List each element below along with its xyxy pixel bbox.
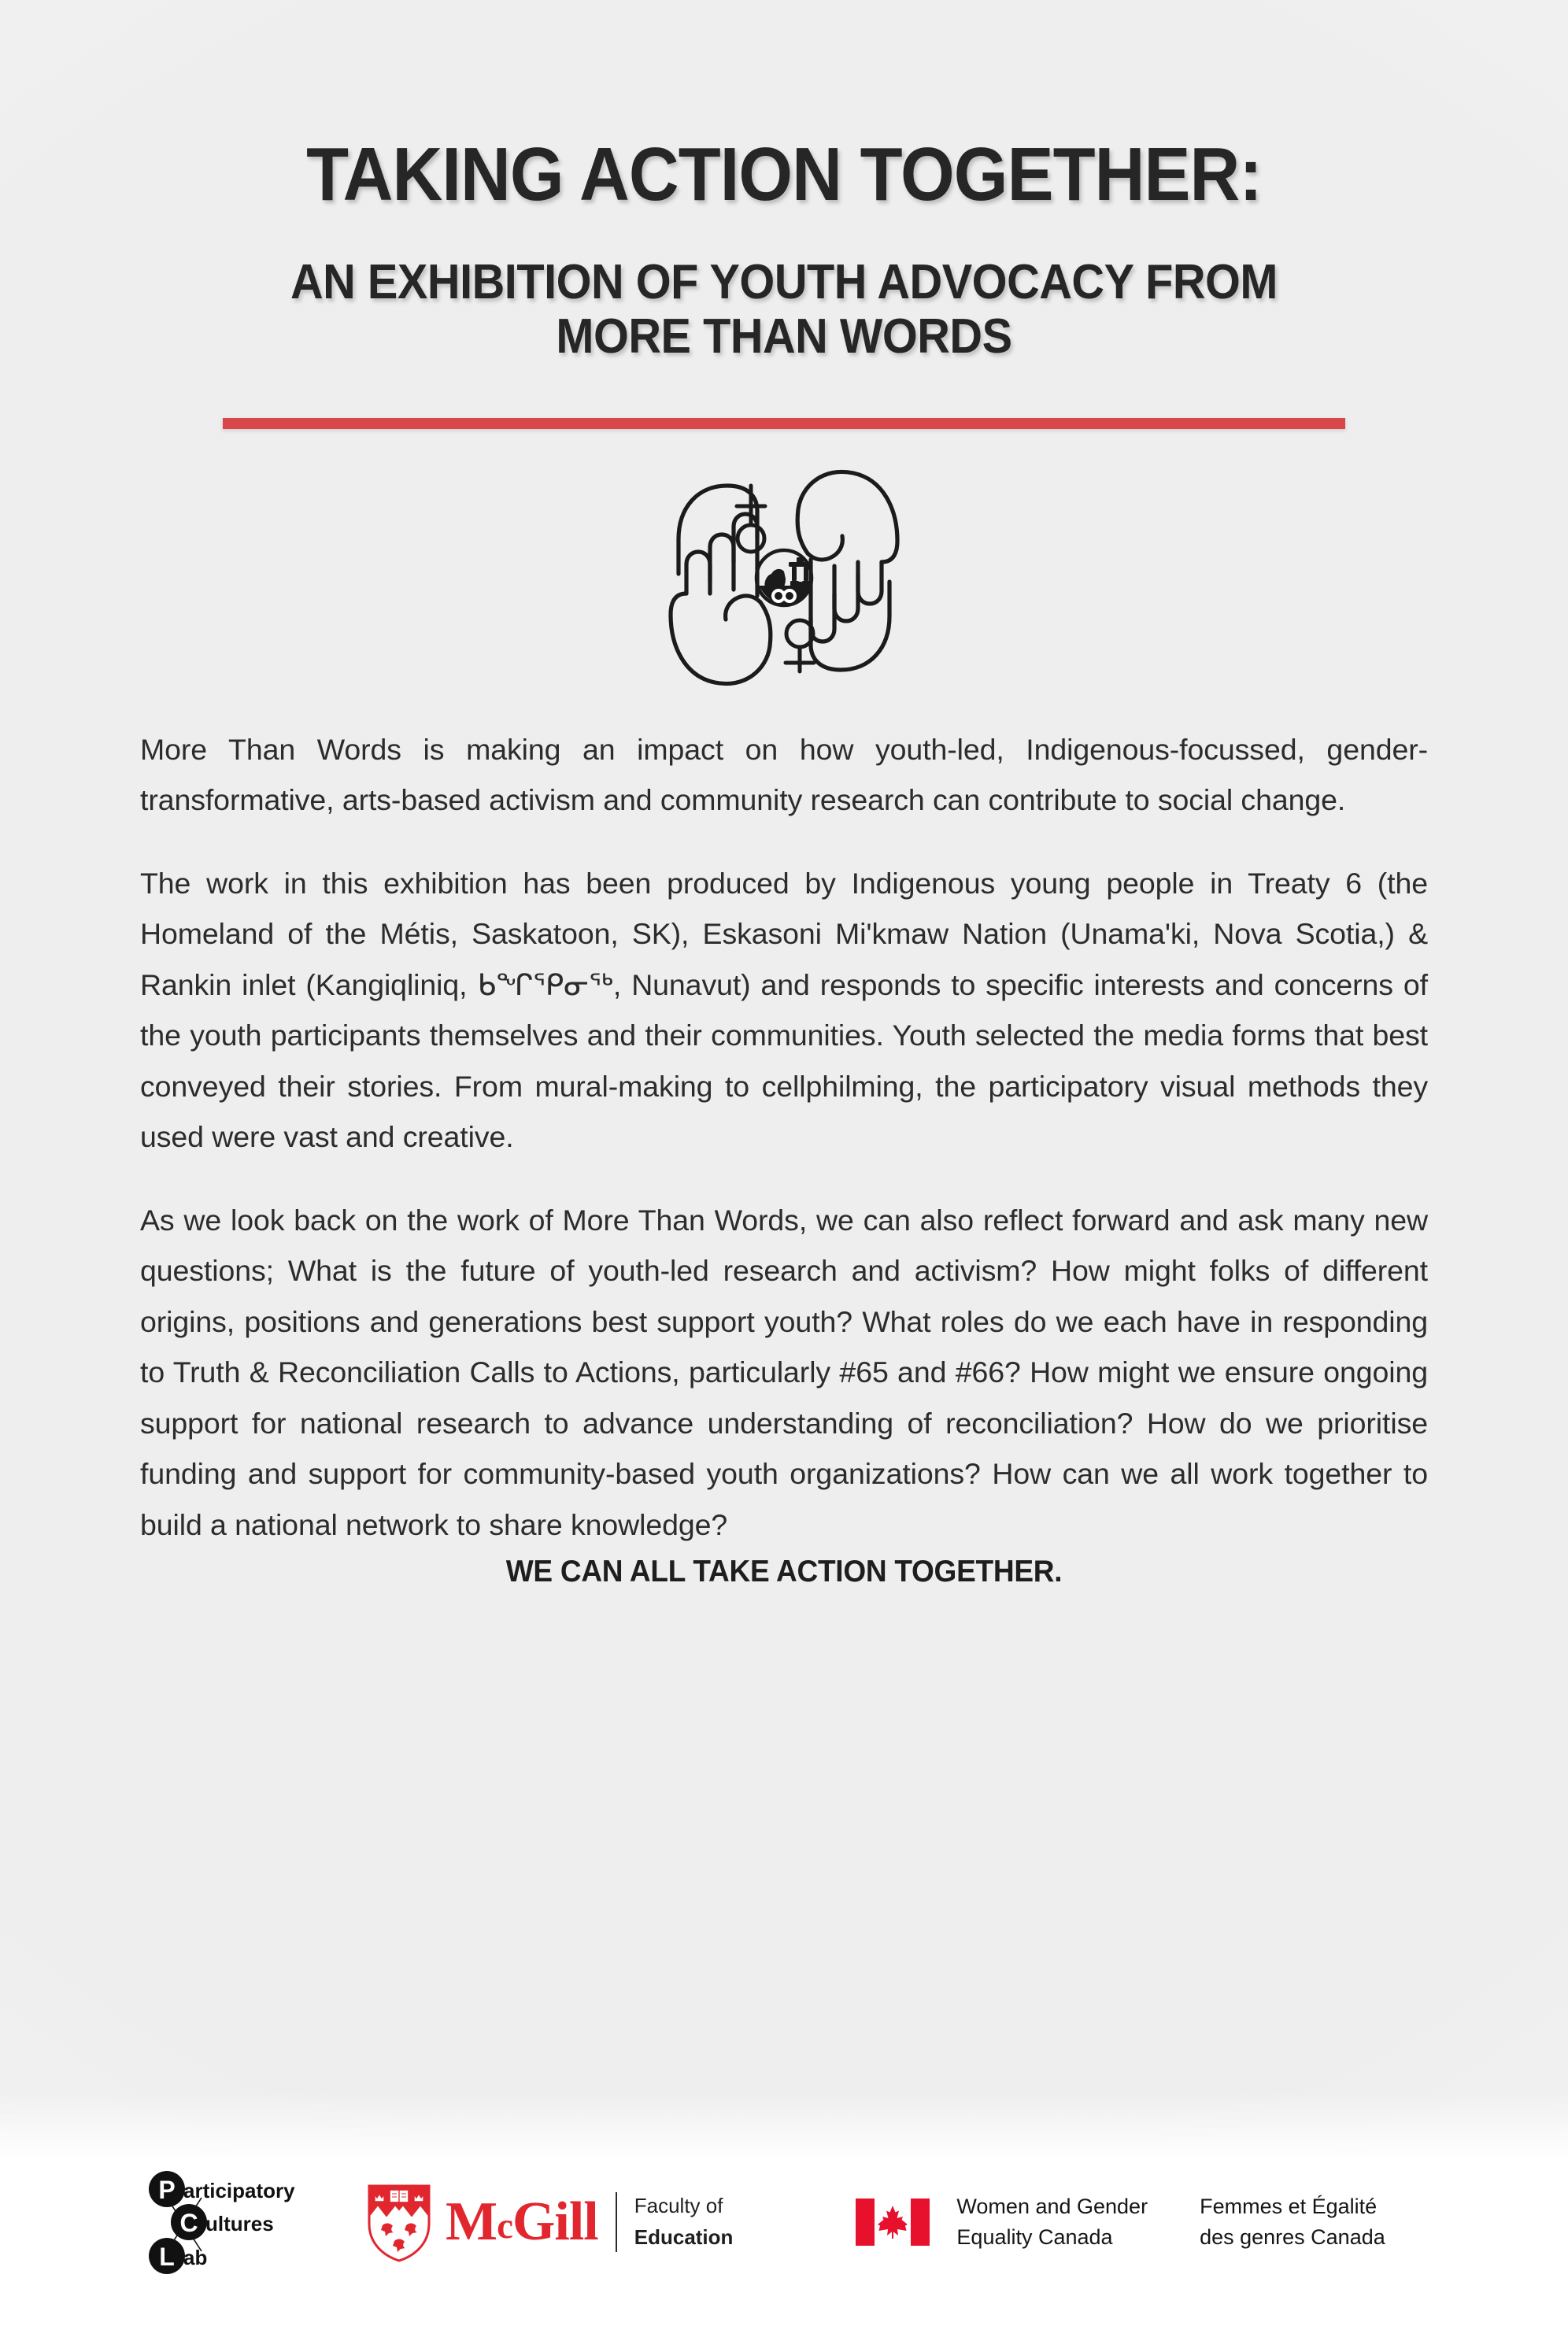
mcgill-faculty-label: [634, 2191, 734, 2253]
paragraph-3: As we look back on the work of More Than Words, we can also reflect forward and ask many new questions; What is the future of youth-led research and activism? How might folks of different origins, positions and generations best support youth? What roles do we each have in responding to Truth & Reconciliation Calls to Actions, particularly #65 and #66? How might we ensure ongoing support for national research to advance understanding of reconciliation? How do we prioritise funding and support for community-based youth organizations? How can we all work together to build a national network to share knowledge?: [140, 1203, 1428, 1541]
mcgill-faculty-line2: Education: [634, 2225, 734, 2249]
wage-english-text: [956, 2191, 1148, 2254]
pcl-word-lab: ab: [183, 2246, 208, 2269]
mcgill-wordmark-gill: Gill: [512, 2191, 598, 2252]
central-medallion-icon: [756, 550, 812, 605]
page-subtitle: [142, 255, 1425, 364]
page-subtitle-line1: AN EXHIBITION OF YOUTH ADVOCACY FROM: [290, 254, 1278, 309]
mcgill-wordmark-m: M: [446, 2191, 497, 2252]
pcl-circle-c: C: [179, 2209, 198, 2237]
mcgill-faculty-line1: Faculty of: [634, 2194, 723, 2218]
emblem-container: [0, 464, 1568, 696]
page-title: TAKING ACTION TOGETHER:: [306, 132, 1262, 216]
participatory-cultures-lab-logo: [143, 2169, 309, 2275]
wage-english-line2: Equality Canada: [956, 2225, 1113, 2249]
mcgill-shield-icon: [365, 2181, 433, 2263]
paragraph-2-part-a: The work in this exhibition has been produced by Indigenous young people in Treaty 6 (the Homeland of the Métis, Saskatoon, SK), Eskasoni Mi'kmaw Nation (Unama'ki, Nova Scotia,) & Rankin inlet (Kangiqliniq,: [140, 866, 1428, 1001]
title-block: [0, 0, 1568, 429]
pcl-circle-p: P: [158, 2176, 176, 2204]
pcl-circle-l: L: [159, 2243, 175, 2271]
canada-flag-icon: [856, 2199, 930, 2246]
footer-logos: [0, 2092, 1568, 2352]
mcgill-wordmark: [446, 2191, 598, 2252]
paragraph-2-syllabics: ᑲᖏᕿᓂᖅ: [477, 967, 613, 1002]
wage-canada-logo: [856, 2191, 1385, 2254]
gender-symbol-top-icon: [737, 486, 765, 552]
mcgill-logo: [365, 2181, 733, 2263]
mcgill-wordmark-c: c: [497, 2206, 512, 2247]
wage-french-line1: Femmes et Égalité: [1200, 2194, 1378, 2218]
paragraph-2: [140, 858, 1428, 1163]
closing-statement: WE CAN ALL TAKE ACTION TOGETHER.: [505, 1555, 1063, 1589]
pcl-word-cultures: ultures: [205, 2212, 274, 2236]
page-subtitle-line2: MORE THAN WORDS: [556, 309, 1012, 364]
wage-french-text: [1200, 2191, 1385, 2254]
wage-english-line1: Women and Gender: [956, 2194, 1148, 2218]
paragraph-1: More Than Words is making an impact on how youth-led, Indigenous-focussed, gender-transformative, arts-based activism and community research can contribute to social change.: [140, 732, 1428, 817]
pcl-word-participatory: articipatory: [183, 2179, 295, 2202]
two-hands-circle-emblem: [650, 464, 918, 692]
mcgill-divider: [616, 2192, 617, 2252]
paragraph-2-part-b: , Nunavut) and responds to specific interests and concerns of the youth participants themselves and their communities. Youth selected the media forms that best conveyed their stories. From mural-making to cellphilming, the participatory visual methods they used were vast and creative.: [140, 967, 1428, 1154]
red-divider-rule: [223, 418, 1345, 429]
body-copy: [140, 724, 1428, 1551]
pcl-logo-icon: [143, 2169, 309, 2275]
wage-french-line2: des genres Canada: [1200, 2225, 1385, 2249]
